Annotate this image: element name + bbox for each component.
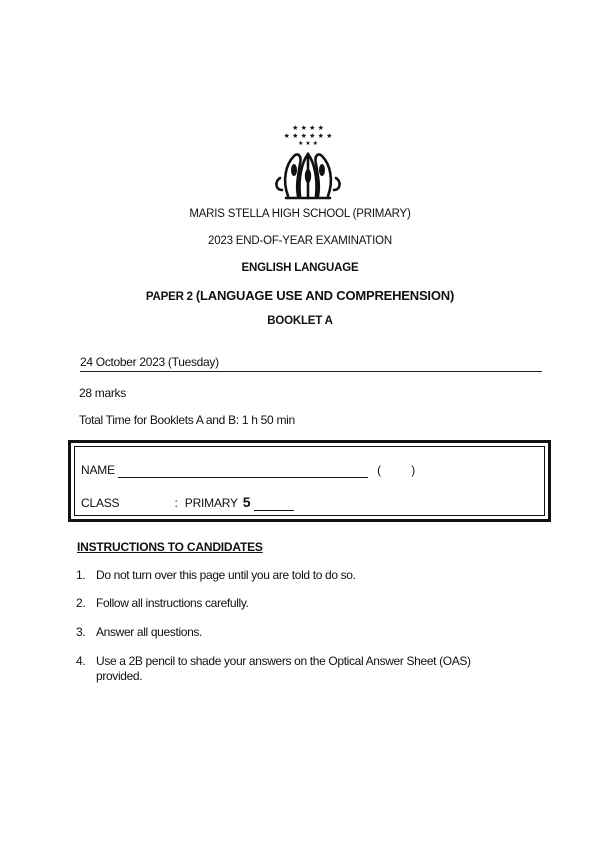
total-time: Total Time for Booklets A and B: 1 h 50 min bbox=[79, 413, 295, 427]
class-colon: : bbox=[174, 496, 178, 510]
booklet-title: BOOKLET A bbox=[267, 315, 333, 327]
total-marks: 28 marks bbox=[79, 386, 126, 400]
instruction-item bbox=[76, 568, 516, 583]
instruction-item bbox=[76, 596, 516, 611]
instruction-text: Do not turn over this page until you are told to do so. bbox=[96, 568, 356, 582]
class-suffix-field[interactable] bbox=[254, 496, 294, 511]
instruction-text: Answer all questions. bbox=[96, 625, 203, 639]
paper-prefix: PAPER 2 bbox=[145, 291, 196, 303]
instruction-number: 2. bbox=[76, 596, 86, 610]
class-prefix: PRIMARY bbox=[184, 496, 238, 510]
exam-date: 24 October 2023 (Tuesday) bbox=[80, 355, 542, 372]
name-row bbox=[81, 463, 415, 478]
instruction-number: 1. bbox=[76, 568, 86, 582]
name-label: NAME bbox=[81, 463, 115, 477]
instruction-text: Use a 2B pencil to shade your answers on the Optical Answer Sheet (OAS) provided. bbox=[96, 654, 471, 683]
instruction-item bbox=[76, 625, 516, 640]
school-name: MARIS STELLA HIGH SCHOOL (PRIMARY) bbox=[189, 208, 411, 220]
paper-main: (LANGUAGE USE AND COMPREHENSION) bbox=[195, 288, 455, 303]
index-close-bracket: ) bbox=[411, 463, 416, 477]
svg-text:★ ★ ★ ★: ★ ★ ★ ★ bbox=[292, 124, 324, 132]
paper-title bbox=[0, 288, 600, 303]
subject-title: ENGLISH LANGUAGE bbox=[241, 262, 359, 274]
instruction-text: Follow all instructions carefully. bbox=[96, 596, 249, 610]
instruction-item bbox=[76, 654, 516, 684]
name-field[interactable] bbox=[118, 463, 368, 478]
class-label: CLASS bbox=[81, 496, 120, 510]
candidate-details-box bbox=[68, 440, 551, 522]
exam-title: 2023 END-OF-YEAR EXAMINATION bbox=[208, 235, 392, 247]
instructions-heading: INSTRUCTIONS TO CANDIDATES bbox=[77, 540, 263, 554]
index-number-field[interactable] bbox=[384, 463, 408, 477]
instruction-number: 3. bbox=[76, 625, 86, 639]
school-crest-icon bbox=[268, 120, 348, 202]
class-row bbox=[81, 494, 294, 511]
class-number: 5 bbox=[242, 494, 251, 510]
svg-text:★ ★ ★ ★ ★ ★: ★ ★ ★ ★ ★ ★ bbox=[283, 132, 333, 140]
index-open-bracket: ( bbox=[377, 463, 381, 477]
instruction-number: 4. bbox=[76, 654, 86, 668]
svg-text:★ ★ ★: ★ ★ ★ bbox=[298, 140, 318, 147]
